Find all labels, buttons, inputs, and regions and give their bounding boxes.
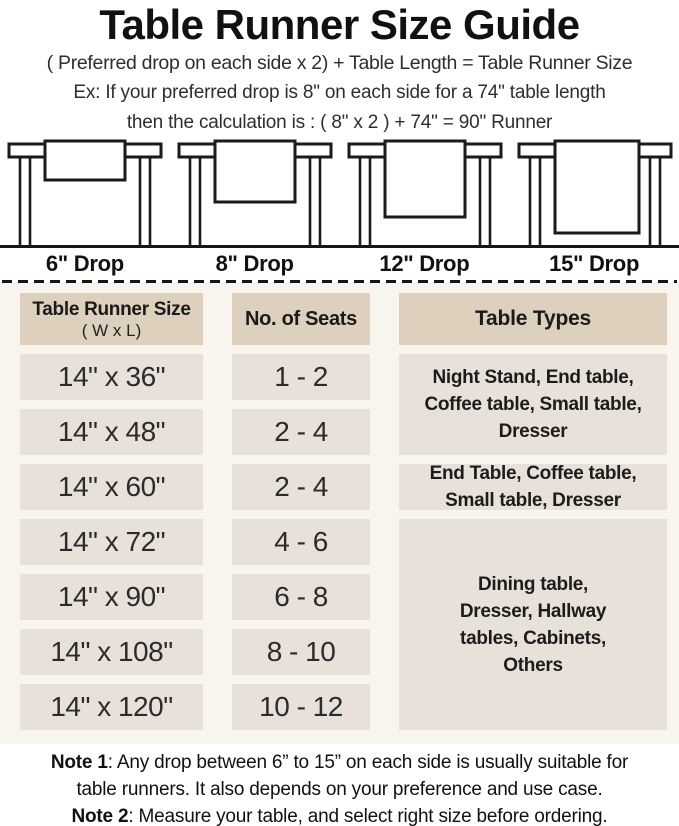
- drop-label-8: 8" Drop: [215, 251, 294, 276]
- size-guide-table: [0, 283, 679, 744]
- example-line-2: then the calculation is : ( 8" x 2 ) + 74" = 90" Runner: [126, 112, 553, 133]
- header-table-types: Table Types: [399, 293, 667, 345]
- table-types-group-small: Night Stand, End table, Coffee table, Small table, Dresser: [399, 354, 667, 455]
- drop-label-15: 15" Drop: [549, 251, 640, 276]
- seats-cell-row6: 8 - 10: [232, 629, 370, 675]
- seats-cell-row2: 2 - 4: [232, 409, 370, 455]
- size-cell-row6: 14" x 108": [20, 629, 203, 675]
- formula-text: ( Preferred drop on each side x 2) + Table Length = Table Runner Size: [46, 52, 633, 74]
- size-cell-row3: 14" x 60": [20, 464, 203, 510]
- drop-labels-row: [0, 248, 679, 280]
- size-cell-row5: 14" x 90": [20, 574, 203, 620]
- table-drop-8-diagram: [170, 138, 340, 245]
- notes-section: [0, 744, 679, 826]
- seats-cell-row7: 10 - 12: [232, 684, 370, 730]
- size-cell-row1: 14" x 36": [20, 354, 203, 400]
- seats-cell-row1: 1 - 2: [232, 354, 370, 400]
- example-line-1: Ex: If your preferred drop is 8" on each side for a 74" table length: [73, 82, 606, 103]
- drop-label-6: 6" Drop: [45, 251, 124, 276]
- table-drop-6-diagram: [0, 138, 170, 245]
- page-title: Table Runner Size Guide: [99, 1, 580, 48]
- table-types-group-large: Dining table, Dresser, Hallway tables, Cabinets, Others: [399, 519, 667, 730]
- table-drop-15-diagram: [510, 138, 679, 245]
- seats-cell-row3: 2 - 4: [232, 464, 370, 510]
- note-1-line-1: Note 1: Any drop between 6” to 15” on each side is usually suitable for: [50, 752, 629, 773]
- size-cell-row2: 14" x 48": [20, 409, 203, 455]
- drop-label-12: 12" Drop: [379, 251, 470, 276]
- drop-diagrams-row: [0, 138, 679, 245]
- size-cell-row4: 14" x 72": [20, 519, 203, 565]
- seats-cell-row5: 6 - 8: [232, 574, 370, 620]
- header-seats: No. of Seats: [232, 293, 370, 345]
- header-runner-size-subtitle: ( W x L): [81, 320, 142, 340]
- table-types-group-medium: End Table, Coffee table, Small table, Dresser: [399, 464, 667, 510]
- header-runner-size-title: Table Runner Size: [32, 298, 191, 320]
- table-drop-12-diagram: [340, 138, 510, 245]
- header-runner-size: [20, 293, 203, 345]
- size-cell-row7: 14" x 120": [20, 684, 203, 730]
- note-2-line-1: Note 2: Measure your table, and select right size before ordering.: [71, 806, 608, 826]
- note-1-line-2: table runners. It also depends on your preference and use case.: [76, 779, 603, 800]
- seats-cell-row4: 4 - 6: [232, 519, 370, 565]
